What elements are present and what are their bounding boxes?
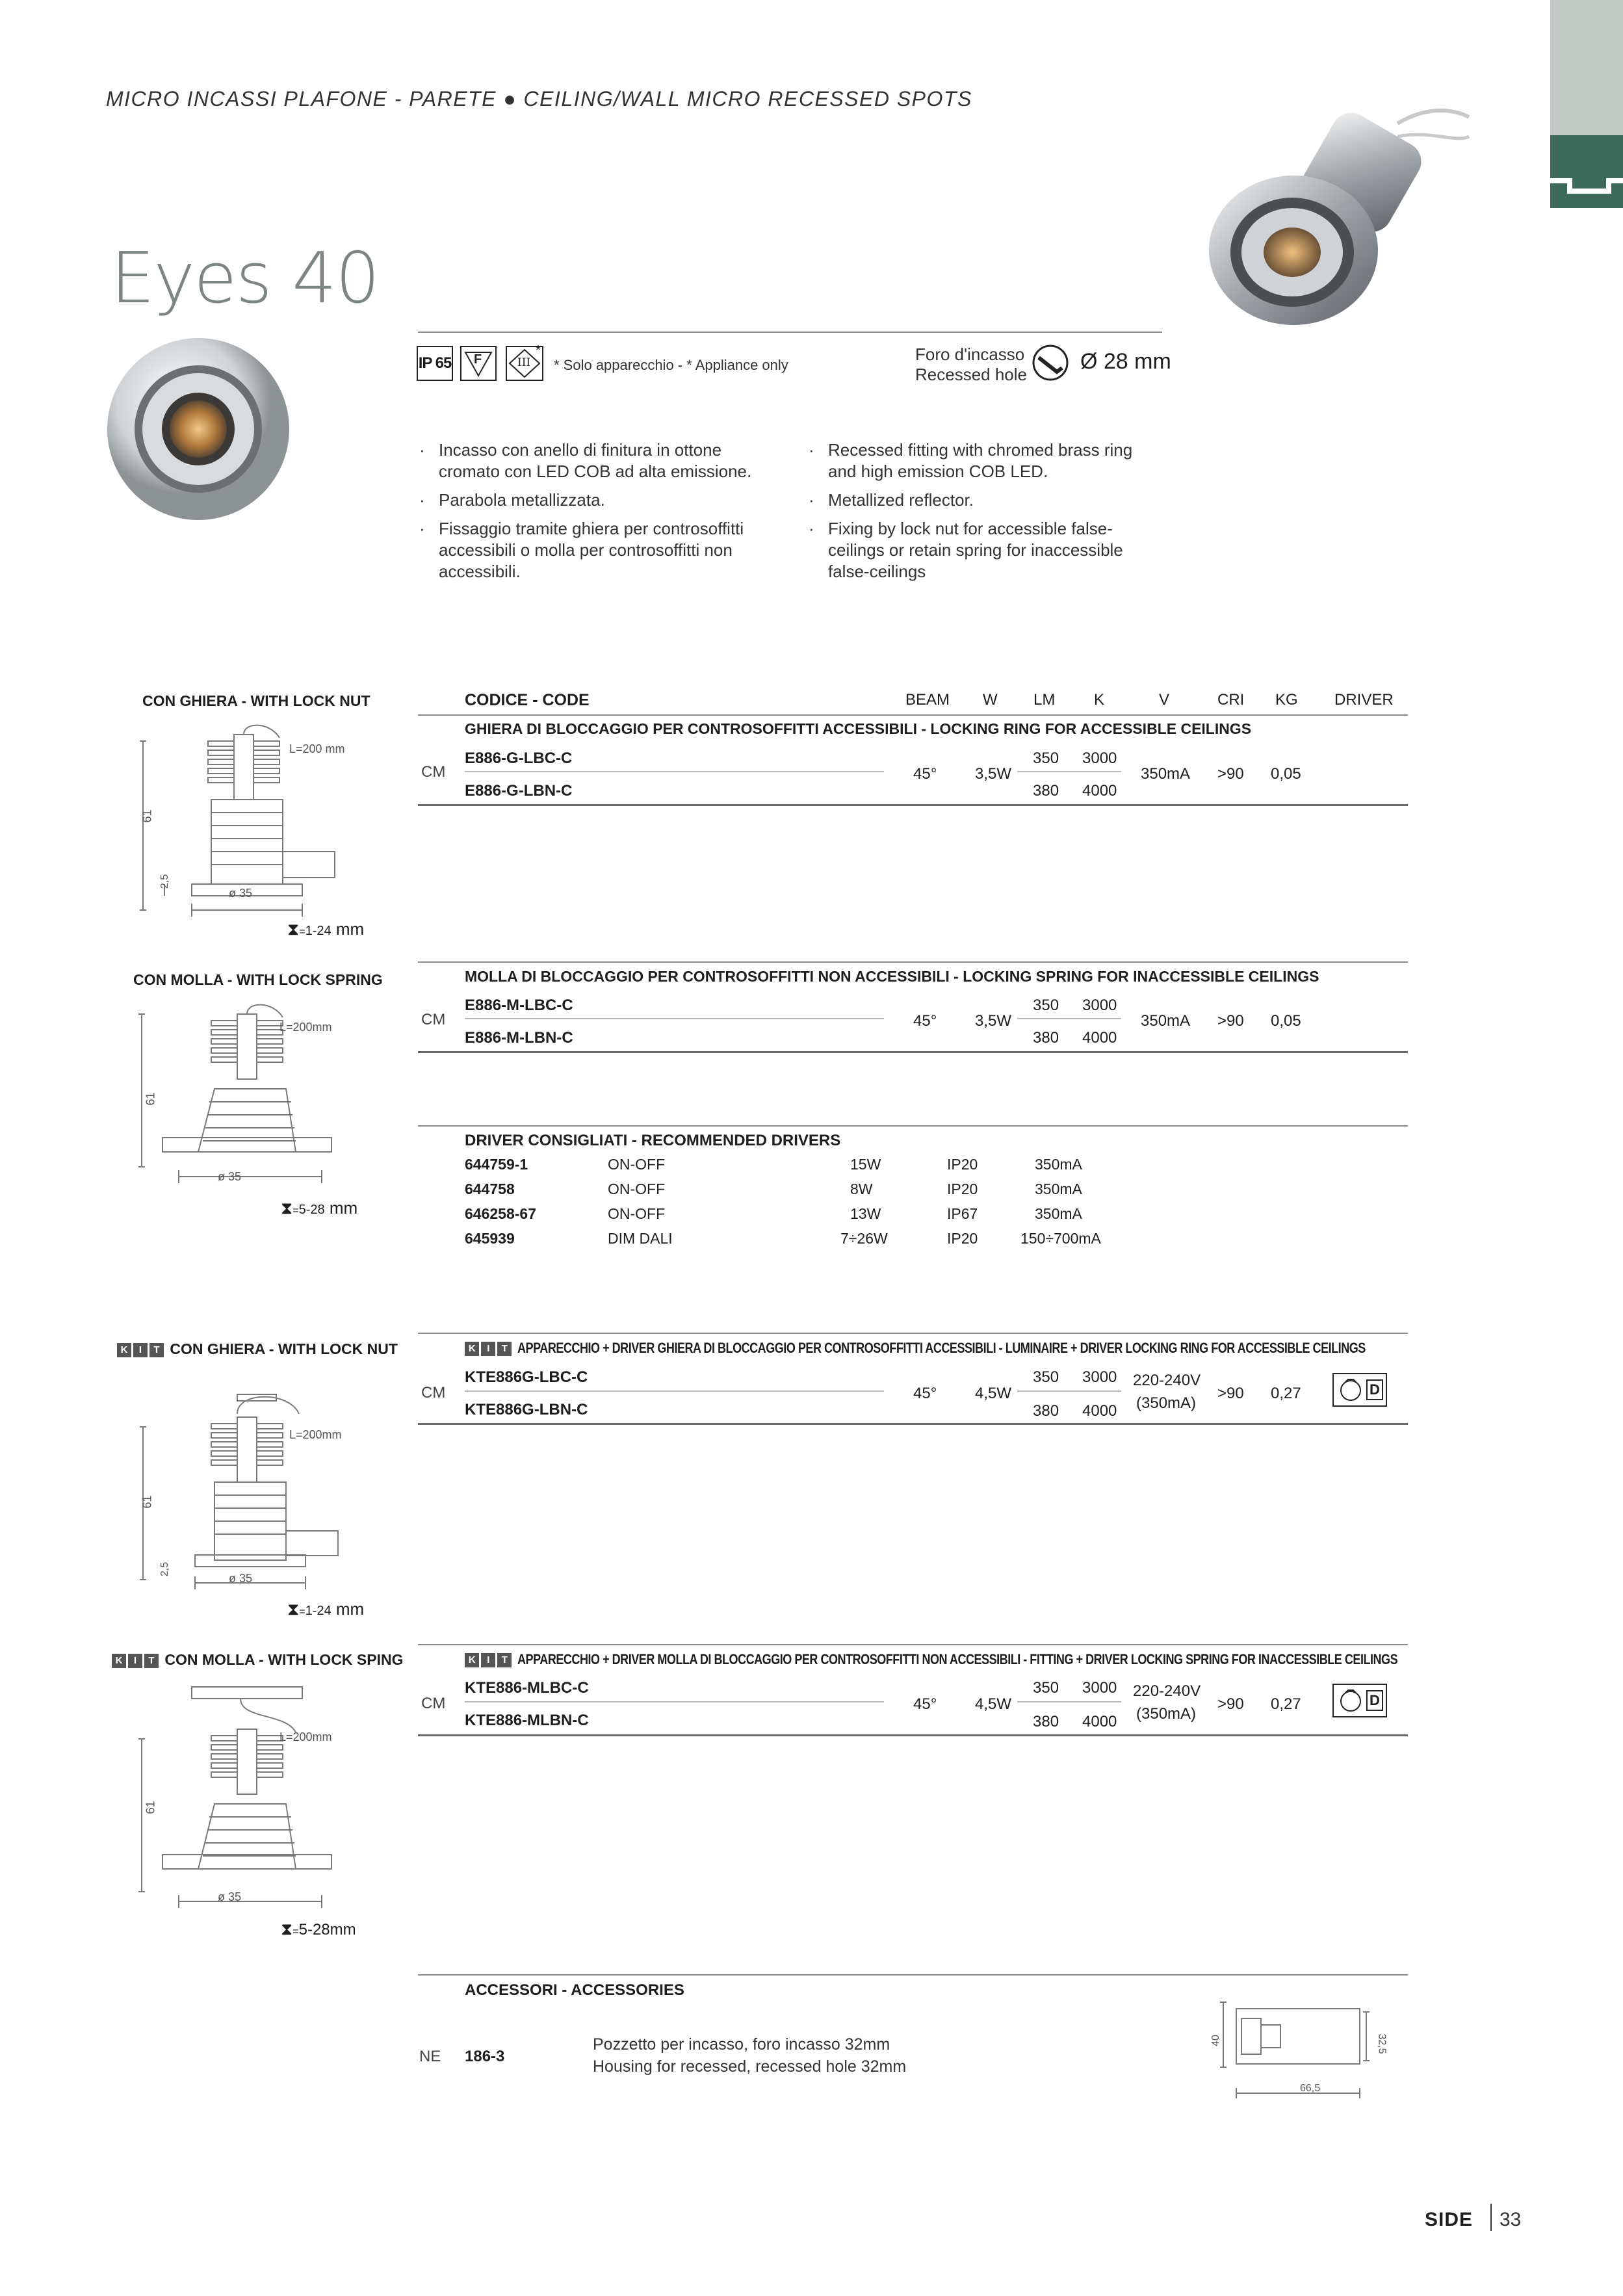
side-tab-light [1550, 0, 1623, 135]
section-kg-lm2: 380 [1033, 1402, 1059, 1420]
drawing-m-range [281, 1198, 357, 1219]
driver-row [465, 1205, 1141, 1230]
section-kg-code2: KTE886G-LBN-C [465, 1401, 588, 1418]
section-kg-w: 4,5W [975, 1385, 1012, 1402]
drawing-m-cable: L=200mm [279, 1021, 332, 1034]
section-km-cri: >90 [1217, 1695, 1244, 1713]
desc-en-3: · Fixing by lock nut for accessible false-ceilings or retain spring for inaccessible false-ceilings [828, 518, 1160, 582]
section-m-v: 350mA [1141, 1012, 1191, 1030]
accessory-dim-d: 32,5 [1376, 2033, 1388, 2054]
drawing-kg-thick: 2,5 [159, 1561, 171, 1577]
driver-ma: 150÷700mA [1020, 1230, 1101, 1247]
accessory-drawing [1210, 1996, 1399, 2113]
section-km-v2: (350mA) [1136, 1705, 1197, 1723]
section-g-kg: 0,05 [1271, 765, 1301, 783]
section-km-finish: CM [421, 1695, 446, 1712]
section-km-lm-rule [1017, 1701, 1121, 1702]
hole-label-en: Recessed hole [915, 365, 1027, 384]
desc-en-2: · Metallized reflector. [828, 489, 1160, 511]
f-mark-icon [460, 346, 497, 381]
recessed-hole-value: Ø 28 mm [1080, 349, 1171, 374]
drawing-km-cable: L=200mm [279, 1730, 332, 1743]
section-kg-cri: >90 [1217, 1385, 1244, 1402]
range-unit: mm [335, 919, 365, 939]
range-value: 5-28 [298, 1203, 325, 1217]
side-label-kit-lock-nut [117, 1340, 398, 1358]
driver-w: 13W [850, 1205, 881, 1222]
driver-code: 644759-1 [465, 1156, 528, 1173]
footer-brand: SIDE [1425, 2209, 1474, 2230]
section-m-finish: CM [421, 1011, 446, 1028]
accessories-title: ACCESSORI - ACCESSORIES [465, 1981, 684, 1999]
section-km-top-rule [418, 1644, 1408, 1645]
section-km-bottom-rule [418, 1734, 1408, 1736]
kit-badge: K I T [117, 1340, 166, 1358]
section-g-title: GHIERA DI BLOCCAGGIO PER CONTROSOFFITTI ACCESSIBILI - LOCKING RING FOR ACCESSIBLE CEILINGS [465, 720, 1252, 737]
col-driver-header: DRIVER [1334, 691, 1394, 709]
product-title: Eyes 40 [110, 238, 379, 319]
driver-letter: D [1366, 1690, 1383, 1711]
section-km-lm1: 350 [1033, 1679, 1059, 1697]
driver-type: ON-OFF [608, 1156, 666, 1173]
side-tab-dark [1550, 135, 1623, 208]
kit-label-text: CON GHIERA - WITH LOCK NUT [170, 1340, 398, 1357]
section-kg-title [465, 1340, 1552, 1357]
section-g-w: 3,5W [975, 765, 1012, 783]
section-kg-code-rule [465, 1390, 884, 1392]
section-g-lm-rule [1017, 771, 1121, 772]
drawing-km-diameter: ø 35 [218, 1890, 242, 1903]
section-kg-lm-rule [1017, 1390, 1121, 1392]
driver-w: 7÷26W [840, 1230, 888, 1247]
range-unit: mm [329, 1198, 358, 1218]
drawing-g-range [287, 919, 364, 940]
section-m-cri: >90 [1217, 1012, 1244, 1030]
drawing-kg-cable: L=200mm [289, 1428, 342, 1441]
section-kg-v2: (350mA) [1136, 1394, 1197, 1412]
section-g-cri: >90 [1217, 765, 1244, 783]
section-m-lm-rule [1017, 1018, 1121, 1019]
driver-row [465, 1181, 1141, 1205]
section-kg-code1: KTE886G-LBC-C [465, 1368, 588, 1386]
accessory-desc-en: Housing for recessed, recessed hole 32mm [593, 2057, 907, 2076]
section-km-k1: 3000 [1082, 1679, 1117, 1697]
drivers-title: DRIVER CONSIGLIATI - RECOMMENDED DRIVERS [465, 1132, 841, 1149]
drawing-m-diameter: ø 35 [218, 1170, 242, 1183]
driver-letter: D [1366, 1379, 1383, 1400]
range-icon: ⧗ [287, 1599, 300, 1619]
side-label-kit-lock-spring [112, 1651, 404, 1669]
section-m-code1: E886-M-LBC-C [465, 997, 573, 1014]
accessory-desc [593, 2033, 906, 2078]
section-kg-top-rule [418, 1333, 1408, 1334]
col-beam-header: BEAM [905, 691, 950, 709]
appliance-note: * Solo apparecchio - * Appliance only [554, 357, 788, 373]
kit-badge: K I T [112, 1651, 161, 1669]
footer-separator [1490, 2204, 1492, 2231]
desc-it-3: · Fissaggio tramite ghiera per controsoffitti accessibili o molla per controsoffitti non accessibili. [439, 518, 770, 582]
asterisk-mark: * [536, 343, 541, 358]
section-m-lm1: 350 [1033, 997, 1059, 1014]
desc-en-1: · Recessed fitting with chromed brass ring and high emission COB LED. [828, 439, 1160, 482]
col-k-header: K [1094, 691, 1105, 709]
accessory-desc-it: Pozzetto per incasso, foro incasso 32mm [593, 2035, 890, 2054]
section-g-lm2: 380 [1033, 782, 1059, 800]
range-eq: = [292, 1926, 299, 1937]
section-km-code1: KTE886-MLBC-C [465, 1679, 589, 1697]
section-g-lm1: 350 [1033, 750, 1059, 767]
section-m-kg: 0,05 [1271, 1012, 1301, 1030]
kit-badge: K I T [465, 1651, 513, 1668]
col-w-header: W [983, 691, 998, 709]
section-km-k2: 4000 [1082, 1713, 1117, 1730]
desc-it-2: · Parabola metallizzata. [439, 489, 770, 511]
section-km-kg: 0,27 [1271, 1695, 1301, 1713]
driver-w: 15W [850, 1156, 881, 1173]
description-it [439, 439, 770, 582]
section-km-title [465, 1651, 1591, 1668]
section-m-w: 3,5W [975, 1012, 1012, 1030]
section-m-title: MOLLA DI BLOCCAGGIO PER CONTROSOFFITTI NON ACCESSIBILI - LOCKING SPRING FOR INACCESSIBLE CEILINGS [465, 968, 1319, 985]
driver-ip: IP20 [947, 1230, 978, 1247]
driver-row [465, 1156, 1141, 1181]
driver-ma: 350mA [1035, 1205, 1082, 1222]
section-km-title-text: APPARECCHIO + DRIVER MOLLA DI BLOCCAGGIO PER CONTROSOFFITTI NON ACCESSIBILI - FITTING + DRIVER LOCKING SPRING FOR INACCESSIBLE CEILINGS [517, 1651, 1397, 1667]
section-kg-driver-icon [1332, 1373, 1387, 1407]
section-kg-v1: 220-240V [1133, 1372, 1201, 1389]
accessory-finish: NE [419, 2048, 441, 2065]
drawing-kit-lock-nut [140, 1385, 361, 1599]
range-value: 5-28mm [298, 1921, 356, 1938]
section-m-lm2: 380 [1033, 1029, 1059, 1047]
section-m-k1: 3000 [1082, 997, 1117, 1014]
driver-ma: 350mA [1035, 1156, 1082, 1173]
section-g-code-rule [465, 771, 884, 772]
section-km-code2: KTE886-MLBN-C [465, 1712, 589, 1729]
driver-type: DIM DALI [608, 1230, 673, 1247]
product-perspective-photo [1183, 98, 1475, 345]
driver-row [465, 1230, 1141, 1255]
section-km-lm2: 380 [1033, 1713, 1059, 1730]
section-g-v: 350mA [1141, 765, 1191, 783]
header-rule [418, 714, 1408, 716]
section-g-code2: E886-G-LBN-C [465, 782, 573, 800]
drawing-kit-lock-spring [136, 1680, 357, 1914]
accessories-rule [418, 1974, 1408, 1976]
drawing-m-height: 61 [144, 1092, 157, 1106]
driver-ip: IP67 [947, 1205, 978, 1222]
section-m-code2: E886-M-LBN-C [465, 1029, 573, 1047]
section-kg-lm1: 350 [1033, 1368, 1059, 1386]
section-km-v1: 220-240V [1133, 1682, 1201, 1700]
driver-code: 646258-67 [465, 1205, 536, 1222]
accessory-dim-w: 66,5 [1300, 2083, 1321, 2094]
recessed-hole-label [915, 345, 1027, 385]
drawing-km-range [281, 1919, 356, 1940]
category-header: MICRO INCASSI PLAFONE - PARETE ● CEILING/WALL MICRO RECESSED SPOTS [106, 87, 972, 111]
col-v-header: V [1159, 691, 1170, 709]
section-kg-kg: 0,27 [1271, 1385, 1301, 1402]
drawing-g-height: 61 [140, 809, 154, 823]
class3-label: III [517, 356, 531, 369]
drivers-list [465, 1156, 1141, 1255]
kit-label-text: CON MOLLA - WITH LOCK SPING [164, 1651, 404, 1668]
range-icon: ⧗ [281, 1198, 293, 1218]
section-g-bottom-rule [418, 804, 1408, 806]
recessed-hole-icon [1031, 343, 1070, 382]
section-kg-beam: 45° [913, 1385, 937, 1402]
col-kg-header: KG [1275, 691, 1298, 709]
f-mark-label: F [474, 352, 482, 367]
driver-ma: 350mA [1035, 1181, 1082, 1197]
col-cri-header: CRI [1217, 691, 1245, 709]
description-en [828, 439, 1160, 582]
section-m-k2: 4000 [1082, 1029, 1117, 1047]
range-icon: ⧗ [287, 919, 300, 939]
accessory-dim-h: 40 [1210, 2035, 1221, 2046]
drawing-g-thick: 2,5 [159, 874, 171, 889]
accessory-code: 186-3 [465, 2048, 505, 2065]
range-eq: = [292, 1205, 299, 1216]
footer-page-number: 33 [1500, 2209, 1522, 2230]
section-g-k2: 4000 [1082, 782, 1117, 800]
drawing-km-height: 61 [144, 1801, 157, 1814]
side-label-lock-nut: CON GHIERA - WITH LOCK NUT [142, 692, 370, 709]
section-kg-k1: 3000 [1082, 1368, 1117, 1386]
drawing-g-cable: L=200 mm [289, 742, 345, 755]
hole-label-it: Foro d'incasso [915, 345, 1025, 364]
driver-ip: IP20 [947, 1181, 978, 1197]
driver-type: ON-OFF [608, 1205, 666, 1222]
col-code-header: CODICE - CODE [465, 691, 590, 709]
section-m-beam: 45° [913, 1012, 937, 1030]
product-front-photo [104, 335, 292, 523]
range-unit: mm [335, 1599, 365, 1619]
driver-w: 8W [850, 1181, 873, 1197]
section-kg-title-text: APPARECCHIO + DRIVER GHIERA DI BLOCCAGGIO PER CONTROSOFFITTI ACCESSIBILI - LUMINAIRE + DRIVER LOCKING RING FOR ACCESSIBLE CEILINGS [517, 1340, 1366, 1356]
section-g-k1: 3000 [1082, 750, 1117, 767]
col-lm-header: LM [1033, 691, 1056, 709]
drawing-kg-diameter: ø 35 [229, 1572, 253, 1585]
kit-badge: K I T [465, 1340, 513, 1357]
section-m-top-rule [418, 961, 1408, 963]
range-value: 1-24 [305, 1604, 331, 1618]
driver-code: 645939 [465, 1230, 515, 1247]
ip65-badge: IP 65 [417, 346, 453, 381]
range-eq: = [299, 1606, 305, 1617]
section-km-code-rule [465, 1701, 884, 1702]
section-g-finish: CM [421, 763, 446, 781]
class3-icon [506, 343, 543, 381]
range-icon: ⧗ [281, 1919, 293, 1938]
desc-it-1: · Incasso con anello di finitura in ottone cromato con LED COB ad alta emissione. [439, 439, 770, 482]
section-km-w: 4,5W [975, 1695, 1012, 1713]
drivers-top-rule [418, 1125, 1408, 1127]
drawing-kg-range [287, 1599, 364, 1620]
drawing-kg-height: 61 [140, 1495, 154, 1509]
side-label-lock-spring: CON MOLLA - WITH LOCK SPRING [133, 971, 383, 988]
section-kg-bottom-rule [418, 1423, 1408, 1425]
section-g-code1: E886-G-LBC-C [465, 750, 573, 767]
title-divider [418, 332, 1162, 333]
driver-ip: IP20 [947, 1156, 978, 1173]
range-eq: = [299, 926, 305, 937]
section-km-driver-icon [1332, 1684, 1387, 1717]
section-m-code-rule [465, 1018, 884, 1019]
range-value: 1-24 [305, 924, 331, 938]
section-kg-k2: 4000 [1082, 1402, 1117, 1420]
section-g-beam: 45° [913, 765, 937, 783]
driver-type: ON-OFF [608, 1181, 666, 1197]
drawing-g-diameter: ø 35 [229, 887, 253, 900]
driver-code: 644758 [465, 1181, 515, 1197]
recessed-profile-icon [1550, 135, 1623, 208]
section-kg-finish: CM [421, 1384, 446, 1402]
section-m-bottom-rule [418, 1051, 1408, 1053]
section-km-beam: 45° [913, 1695, 937, 1713]
